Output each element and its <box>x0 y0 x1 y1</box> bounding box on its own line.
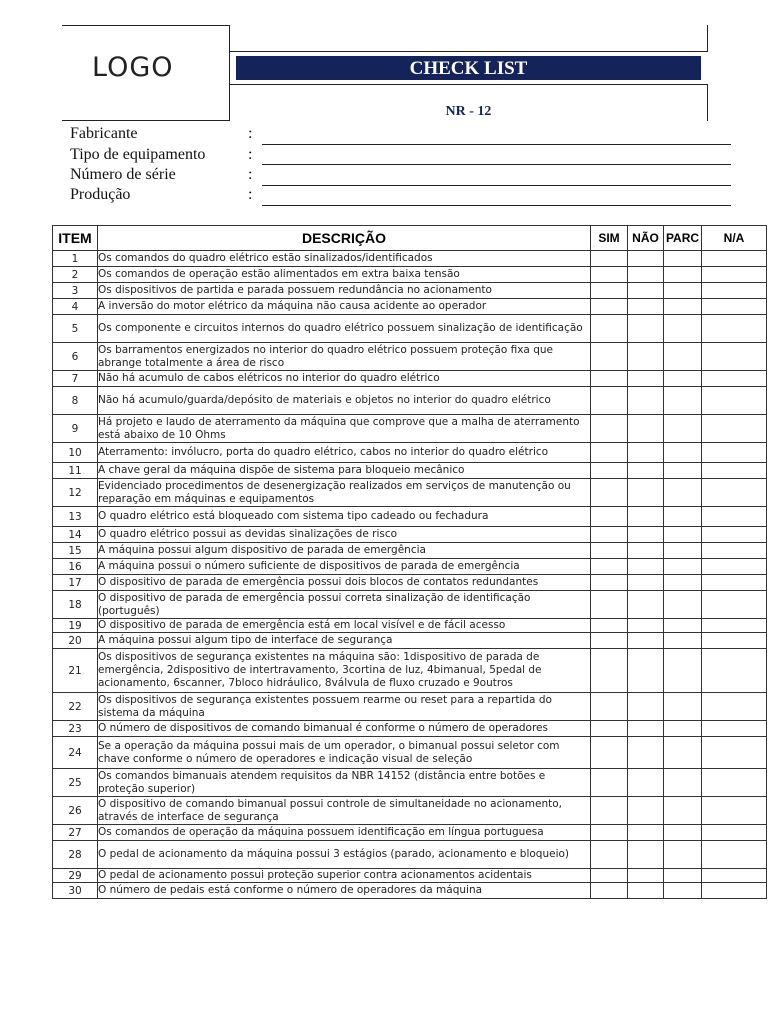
table-row <box>53 649 767 693</box>
checkbox-cell-sim[interactable] <box>591 841 628 869</box>
field-label-tipo-equipamento: Tipo de equipamento <box>70 146 206 163</box>
checkbox-cell-parc[interactable] <box>664 299 702 315</box>
checkbox-cell-nao[interactable] <box>628 633 664 649</box>
table-row <box>53 251 767 267</box>
item-description: Não há acumulo de cabos elétricos no interior do quadro elétrico <box>98 371 591 387</box>
checkbox-cell-na[interactable] <box>702 371 767 387</box>
item-description: Não há acumulo/guarda/depósito de materiais e objetos no interior do quadro elétrico <box>98 387 591 415</box>
table-row <box>53 463 767 479</box>
table-row <box>53 479 767 507</box>
item-number: 7 <box>53 371 98 387</box>
col-header-sim: SIM <box>591 226 628 251</box>
checkbox-cell-na[interactable] <box>702 883 767 899</box>
field-colon: : <box>248 146 253 163</box>
col-header-descricao: DESCRIÇÃO <box>98 226 591 251</box>
item-description: O pedal de acionamento possui proteção superior contra acionamentos acidentais <box>98 869 591 883</box>
checkbox-cell-nao[interactable] <box>628 543 664 559</box>
item-number: 29 <box>53 869 98 883</box>
item-number: 20 <box>53 633 98 649</box>
table-row <box>53 443 767 463</box>
item-description: O pedal de acionamento da máquina possui 3 estágios (parado, acionamento e bloqueio) <box>98 841 591 869</box>
item-number: 1 <box>53 251 98 267</box>
checkbox-cell-na[interactable] <box>702 443 767 463</box>
checkbox-cell-na[interactable] <box>702 387 767 415</box>
checkbox-cell-parc[interactable] <box>664 693 702 721</box>
checkbox-cell-na[interactable] <box>702 575 767 591</box>
checkbox-cell-nao[interactable] <box>628 619 664 633</box>
checkbox-cell-na[interactable] <box>702 315 767 343</box>
checkbox-cell-nao[interactable] <box>628 387 664 415</box>
checkbox-cell-parc[interactable] <box>664 283 702 299</box>
table-row <box>53 507 767 527</box>
checkbox-cell-nao[interactable] <box>628 575 664 591</box>
checkbox-cell-na[interactable] <box>702 479 767 507</box>
checkbox-cell-sim[interactable] <box>591 443 628 463</box>
checkbox-cell-nao[interactable] <box>628 797 664 825</box>
item-description: O número de dispositivos de comando bimanual é conforme o número de operadores <box>98 721 591 737</box>
checkbox-cell-na[interactable] <box>702 543 767 559</box>
checkbox-cell-parc[interactable] <box>664 315 702 343</box>
checkbox-cell-parc[interactable] <box>664 251 702 267</box>
checkbox-cell-sim[interactable] <box>591 299 628 315</box>
checkbox-cell-parc[interactable] <box>664 869 702 883</box>
checkbox-cell-parc[interactable] <box>664 507 702 527</box>
table-row <box>53 267 767 283</box>
checkbox-cell-sim[interactable] <box>591 619 628 633</box>
header-divider-top <box>230 51 708 52</box>
table-row <box>53 387 767 415</box>
checkbox-cell-nao[interactable] <box>628 343 664 371</box>
item-number: 19 <box>53 619 98 633</box>
item-description: Aterramento: invólucro, porta do quadro elétrico, cabos no interior do quadro elétrico <box>98 443 591 463</box>
item-number: 2 <box>53 267 98 283</box>
col-header-na: N/A <box>702 226 767 251</box>
checkbox-cell-parc[interactable] <box>664 841 702 869</box>
checkbox-cell-sim[interactable] <box>591 315 628 343</box>
checkbox-cell-sim[interactable] <box>591 869 628 883</box>
checkbox-cell-parc[interactable] <box>664 649 702 693</box>
item-description: Os comandos bimanuais atendem requisitos da NBR 14152 (distância entre botões e proteção superior) <box>98 769 591 797</box>
item-number: 25 <box>53 769 98 797</box>
checkbox-cell-nao[interactable] <box>628 769 664 797</box>
item-number: 18 <box>53 591 98 619</box>
table-row <box>53 797 767 825</box>
item-number: 8 <box>53 387 98 415</box>
checkbox-cell-sim[interactable] <box>591 559 628 575</box>
checkbox-cell-na[interactable] <box>702 415 767 443</box>
checkbox-cell-nao[interactable] <box>628 415 664 443</box>
checkbox-cell-parc[interactable] <box>664 543 702 559</box>
checkbox-cell-na[interactable] <box>702 633 767 649</box>
table-row <box>53 527 767 543</box>
checkbox-cell-parc[interactable] <box>664 619 702 633</box>
checkbox-cell-na[interactable] <box>702 737 767 769</box>
item-description: Os comandos do quadro elétrico estão sinalizados/identificados <box>98 251 591 267</box>
checkbox-cell-parc[interactable] <box>664 737 702 769</box>
item-number: 15 <box>53 543 98 559</box>
checkbox-cell-parc[interactable] <box>664 825 702 841</box>
checkbox-cell-na[interactable] <box>702 825 767 841</box>
field-label-producao: Produção <box>70 186 131 203</box>
table-row <box>53 869 767 883</box>
checkbox-cell-parc[interactable] <box>664 591 702 619</box>
checkbox-cell-sim[interactable] <box>591 649 628 693</box>
document-subtitle: NR - 12 <box>445 104 492 119</box>
item-number: 5 <box>53 315 98 343</box>
table-row <box>53 737 767 769</box>
item-description: O quadro elétrico está bloqueado com sistema tipo cadeado ou fechadura <box>98 507 591 527</box>
checkbox-cell-nao[interactable] <box>628 883 664 899</box>
table-row <box>53 343 767 371</box>
item-description: Os dispositivos de segurança existentes na máquina são: 1dispositivo de parada de emergência, 2dispositivo de intertravamento, 3cortina de luz, 4bimanual, 5pedal de acionamento, 6scanner, 7bloco hidráulico, 8válvula de fluxo cruzado e 9outros <box>98 649 591 693</box>
item-description: O número de pedais está conforme o número de operadores da máquina <box>98 883 591 899</box>
item-description: Os dispositivos de partida e parada possuem redundância no acionamento <box>98 283 591 299</box>
table-row <box>53 543 767 559</box>
checkbox-cell-parc[interactable] <box>664 479 702 507</box>
checkbox-cell-na[interactable] <box>702 267 767 283</box>
table-row <box>53 315 767 343</box>
checkbox-cell-nao[interactable] <box>628 463 664 479</box>
item-number: 16 <box>53 559 98 575</box>
checkbox-cell-sim[interactable] <box>591 251 628 267</box>
item-description: Se a operação da máquina possui mais de um operador, o bimanual possui seletor com chave conforme o número de operadores e indicação visual de seleção <box>98 737 591 769</box>
checkbox-cell-parc[interactable] <box>664 721 702 737</box>
checkbox-cell-na[interactable] <box>702 299 767 315</box>
checkbox-cell-nao[interactable] <box>628 591 664 619</box>
item-description: O dispositivo de comando bimanual possui controle de simultaneidade no acionamento, através de interface de segurança <box>98 797 591 825</box>
checkbox-cell-nao[interactable] <box>628 299 664 315</box>
checkbox-cell-na[interactable] <box>702 841 767 869</box>
item-number: 23 <box>53 721 98 737</box>
checkbox-cell-nao[interactable] <box>628 507 664 527</box>
checkbox-cell-sim[interactable] <box>591 883 628 899</box>
checkbox-cell-sim[interactable] <box>591 415 628 443</box>
table-row <box>53 825 767 841</box>
item-number: 6 <box>53 343 98 371</box>
item-description: Os barramentos energizados no interior do quadro elétrico possuem proteção fixa que abrange totalmente a área de risco <box>98 343 591 371</box>
table-row <box>53 769 767 797</box>
checkbox-cell-nao[interactable] <box>628 479 664 507</box>
table-row <box>53 721 767 737</box>
table-row <box>53 591 767 619</box>
item-number: 4 <box>53 299 98 315</box>
checkbox-cell-parc[interactable] <box>664 463 702 479</box>
item-number: 21 <box>53 649 98 693</box>
item-number: 27 <box>53 825 98 841</box>
field-line-fabricante[interactable] <box>262 144 731 145</box>
table-row <box>53 415 767 443</box>
checkbox-cell-na[interactable] <box>702 343 767 371</box>
checkbox-cell-na[interactable] <box>702 251 767 267</box>
header-divider-right-top <box>707 25 708 52</box>
col-header-item: ITEM <box>53 226 98 251</box>
checkbox-cell-na[interactable] <box>702 769 767 797</box>
checkbox-cell-parc[interactable] <box>664 527 702 543</box>
document-title: CHECK LIST <box>236 56 701 80</box>
item-number: 3 <box>53 283 98 299</box>
item-description: O dispositivo de parada de emergência está em local visível e de fácil acesso <box>98 619 591 633</box>
checkbox-cell-sim[interactable] <box>591 463 628 479</box>
checkbox-cell-sim[interactable] <box>591 267 628 283</box>
item-description: A chave geral da máquina dispõe de sistema para bloqueio mecânico <box>98 463 591 479</box>
checkbox-cell-parc[interactable] <box>664 267 702 283</box>
checkbox-cell-nao[interactable] <box>628 267 664 283</box>
checkbox-cell-nao[interactable] <box>628 371 664 387</box>
item-description: Os comandos de operação da máquina possuem identificação em língua portuguesa <box>98 825 591 841</box>
table-row <box>53 633 767 649</box>
field-label-numero-serie: Número de série <box>70 166 176 183</box>
checkbox-cell-nao[interactable] <box>628 315 664 343</box>
checkbox-cell-sim[interactable] <box>591 575 628 591</box>
table-row <box>53 575 767 591</box>
field-line-tipo-equipamento[interactable] <box>262 164 731 165</box>
checkbox-cell-parc[interactable] <box>664 387 702 415</box>
field-colon: : <box>248 166 253 183</box>
checkbox-cell-parc[interactable] <box>664 559 702 575</box>
checkbox-cell-na[interactable] <box>702 591 767 619</box>
checkbox-cell-sim[interactable] <box>591 737 628 769</box>
checklist-table <box>52 225 767 899</box>
checkbox-cell-sim[interactable] <box>591 797 628 825</box>
checkbox-cell-na[interactable] <box>702 797 767 825</box>
table-row <box>53 371 767 387</box>
checkbox-cell-nao[interactable] <box>628 841 664 869</box>
item-description: O quadro elétrico possui as devidas sinalizações de risco <box>98 527 591 543</box>
checkbox-cell-parc[interactable] <box>664 769 702 797</box>
item-description: Evidenciado procedimentos de desenergização realizados em serviços de manutenção ou reparação em máquinas e equipamentos <box>98 479 591 507</box>
field-colon: : <box>248 186 253 203</box>
item-description: O dispositivo de parada de emergência possui dois blocos de contatos redundantes <box>98 575 591 591</box>
checkbox-cell-na[interactable] <box>702 693 767 721</box>
checkbox-cell-sim[interactable] <box>591 591 628 619</box>
item-number: 13 <box>53 507 98 527</box>
checkbox-cell-parc[interactable] <box>664 343 702 371</box>
checkbox-cell-sim[interactable] <box>591 543 628 559</box>
checkbox-cell-parc[interactable] <box>664 797 702 825</box>
header-divider-bottom <box>230 84 708 85</box>
checkbox-cell-nao[interactable] <box>628 527 664 543</box>
table-row <box>53 619 767 633</box>
field-colon: : <box>248 125 253 142</box>
checkbox-cell-sim[interactable] <box>591 769 628 797</box>
checkbox-cell-sim[interactable] <box>591 479 628 507</box>
checkbox-cell-nao[interactable] <box>628 251 664 267</box>
checkbox-cell-parc[interactable] <box>664 883 702 899</box>
table-row <box>53 883 767 899</box>
item-description: A máquina possui algum tipo de interface de segurança <box>98 633 591 649</box>
checkbox-cell-na[interactable] <box>702 507 767 527</box>
checkbox-cell-nao[interactable] <box>628 559 664 575</box>
item-description: A inversão do motor elétrico da máquina não causa acidente ao operador <box>98 299 591 315</box>
header-divider-right-bottom <box>707 84 708 121</box>
checkbox-cell-parc[interactable] <box>664 633 702 649</box>
item-number: 9 <box>53 415 98 443</box>
table-row <box>53 283 767 299</box>
checkbox-cell-nao[interactable] <box>628 825 664 841</box>
item-number: 17 <box>53 575 98 591</box>
checkbox-cell-sim[interactable] <box>591 387 628 415</box>
checkbox-cell-nao[interactable] <box>628 283 664 299</box>
item-description: Os dispositivos de segurança existentes possuem rearme ou reset para a repartida do sistema da máquina <box>98 693 591 721</box>
checkbox-cell-sim[interactable] <box>591 343 628 371</box>
field-line-producao[interactable] <box>262 205 731 206</box>
item-description: A máquina possui o número suficiente de dispositivos de parada de emergência <box>98 559 591 575</box>
checkbox-cell-na[interactable] <box>702 649 767 693</box>
checkbox-cell-sim[interactable] <box>591 721 628 737</box>
item-number: 12 <box>53 479 98 507</box>
item-number: 22 <box>53 693 98 721</box>
checkbox-cell-sim[interactable] <box>591 507 628 527</box>
checkbox-cell-sim[interactable] <box>591 527 628 543</box>
item-description: A máquina possui algum dispositivo de parada de emergência <box>98 543 591 559</box>
checkbox-cell-na[interactable] <box>702 527 767 543</box>
checkbox-cell-nao[interactable] <box>628 443 664 463</box>
table-row <box>53 299 767 315</box>
checkbox-cell-sim[interactable] <box>591 693 628 721</box>
item-description: Há projeto e laudo de aterramento da máquina que comprove que a malha de aterramento está abaixo de 10 Ohms <box>98 415 591 443</box>
checkbox-cell-nao[interactable] <box>628 721 664 737</box>
item-description: Os componente e circuitos internos do quadro elétrico possuem sinalização de identificação <box>98 315 591 343</box>
field-line-numero-serie[interactable] <box>262 185 731 186</box>
checkbox-cell-nao[interactable] <box>628 737 664 769</box>
checkbox-cell-parc[interactable] <box>664 415 702 443</box>
col-header-nao: NÃO <box>628 226 664 251</box>
checkbox-cell-na[interactable] <box>702 463 767 479</box>
item-number: 26 <box>53 797 98 825</box>
table-header-row <box>53 226 767 251</box>
item-number: 28 <box>53 841 98 869</box>
checkbox-cell-sim[interactable] <box>591 283 628 299</box>
checkbox-cell-parc[interactable] <box>664 575 702 591</box>
field-label-fabricante: Fabricante <box>70 125 138 142</box>
checkbox-cell-na[interactable] <box>702 869 767 883</box>
checkbox-cell-sim[interactable] <box>591 633 628 649</box>
checkbox-cell-na[interactable] <box>702 619 767 633</box>
item-number: 11 <box>53 463 98 479</box>
checkbox-cell-nao[interactable] <box>628 693 664 721</box>
item-number: 14 <box>53 527 98 543</box>
item-number: 10 <box>53 443 98 463</box>
checkbox-cell-parc[interactable] <box>664 371 702 387</box>
col-header-parc: PARC <box>664 226 702 251</box>
table-row <box>53 693 767 721</box>
checkbox-cell-sim[interactable] <box>591 371 628 387</box>
checkbox-cell-nao[interactable] <box>628 649 664 693</box>
item-number: 24 <box>53 737 98 769</box>
checkbox-cell-nao[interactable] <box>628 869 664 883</box>
item-number: 30 <box>53 883 98 899</box>
checkbox-cell-na[interactable] <box>702 559 767 575</box>
checkbox-cell-na[interactable] <box>702 283 767 299</box>
item-description: O dispositivo de parada de emergência possui correta sinalização de identificação (português) <box>98 591 591 619</box>
table-row <box>53 559 767 575</box>
checkbox-cell-na[interactable] <box>702 721 767 737</box>
checkbox-cell-sim[interactable] <box>591 825 628 841</box>
item-description: Os comandos de operação estão alimentados em extra baixa tensão <box>98 267 591 283</box>
table-row <box>53 841 767 869</box>
checkbox-cell-parc[interactable] <box>664 443 702 463</box>
logo: LOGO <box>92 52 174 83</box>
